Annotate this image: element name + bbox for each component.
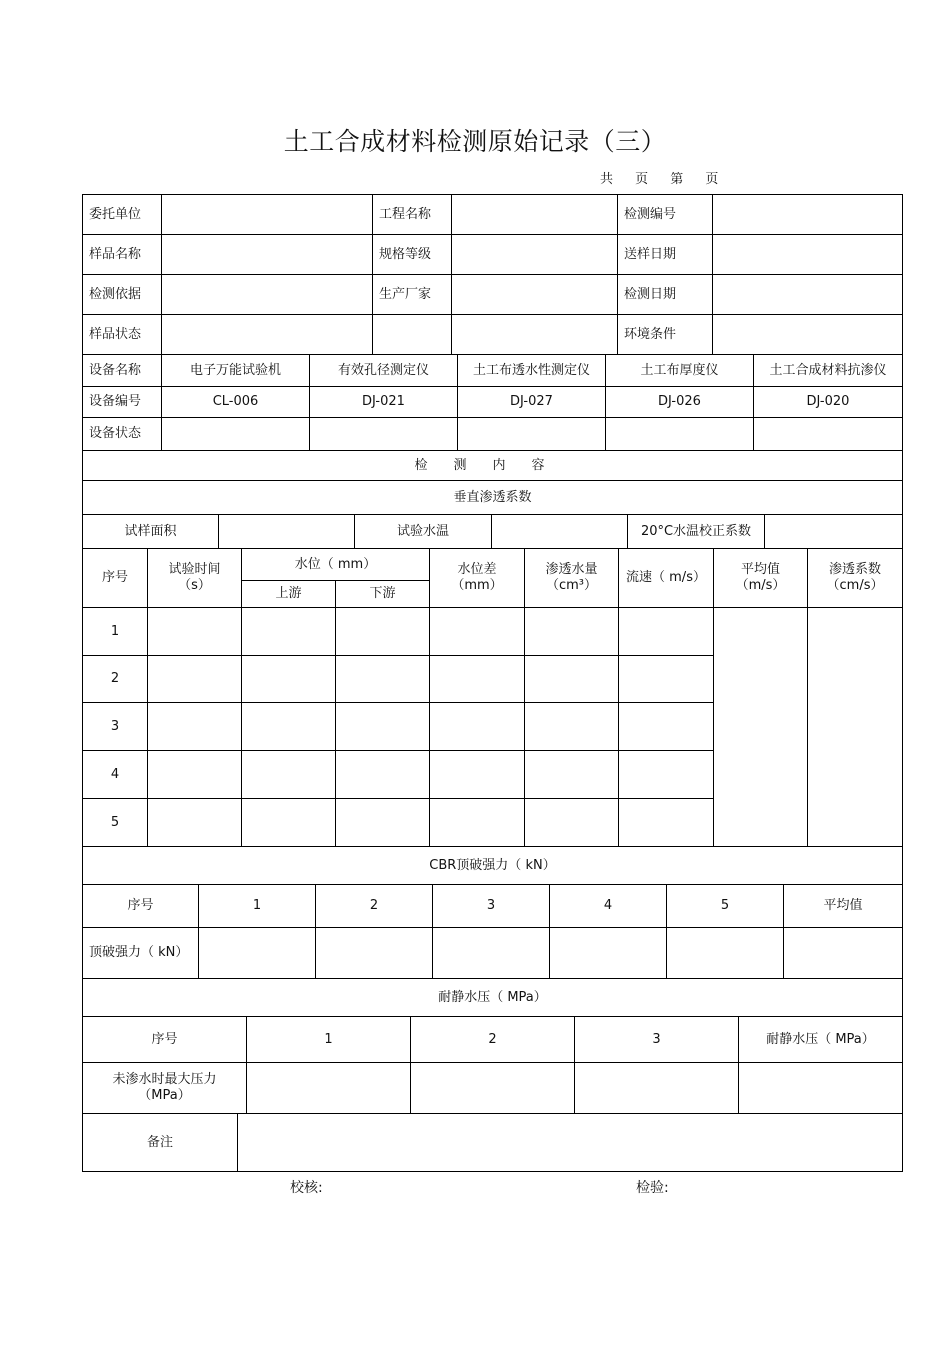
data-cell[interactable] — [619, 656, 714, 703]
data-cell[interactable] — [430, 703, 525, 751]
permeability-title: 垂直渗透系数 — [83, 481, 903, 515]
hydro-row-label-line1: 未渗水时最大压力 — [112, 1072, 217, 1088]
equipment-table — [82, 354, 903, 515]
data-cell[interactable] — [619, 799, 714, 847]
test-time-header — [148, 549, 242, 608]
sample-state-label: 样品状态 — [83, 315, 162, 355]
data-cell[interactable] — [430, 799, 525, 847]
sample-name-label: 样品名称 — [83, 235, 162, 275]
sample-name-value[interactable] — [162, 235, 373, 275]
cbr-value[interactable] — [316, 928, 433, 979]
page-counter: 共 页 第 页 — [600, 172, 719, 187]
equipment-state-value[interactable] — [754, 418, 903, 451]
manufacturer-value[interactable] — [452, 275, 618, 315]
data-cell[interactable] — [148, 799, 242, 847]
test-time-header-line2: （s） — [178, 578, 211, 593]
test-no-label: 检测编号 — [618, 195, 713, 235]
hydro-result-value[interactable] — [739, 1063, 903, 1114]
data-cell[interactable] — [336, 799, 430, 847]
hydro-col: 3 — [575, 1017, 739, 1063]
perm-coef-line2: （cm/s） — [826, 578, 884, 593]
data-cell[interactable] — [336, 656, 430, 703]
cbr-table — [82, 884, 903, 1017]
permeability-data-table — [82, 548, 903, 885]
cbr-row-label: 顶破强力（ kN） — [83, 928, 199, 979]
data-cell[interactable] — [148, 751, 242, 799]
upstream-header: 上游 — [242, 581, 336, 608]
remarks-label: 备注 — [83, 1114, 238, 1172]
data-cell[interactable] — [619, 608, 714, 656]
equipment-state-value[interactable] — [458, 418, 606, 451]
row-seq: 5 — [83, 799, 148, 847]
hydro-row-label — [83, 1063, 247, 1114]
equipment-state-value[interactable] — [162, 418, 310, 451]
env-value[interactable] — [713, 315, 903, 355]
temp-correction-label: 20°C水温校正系数 — [628, 515, 765, 549]
cbr-value[interactable] — [550, 928, 667, 979]
average-value[interactable] — [714, 608, 808, 847]
project-label: 工程名称 — [373, 195, 452, 235]
cbr-col: 5 — [667, 885, 784, 928]
seepage-volume-line1: 渗透水量 — [545, 562, 598, 578]
spec-label: 规格等级 — [373, 235, 452, 275]
project-value[interactable] — [452, 195, 618, 235]
temp-correction-value[interactable] — [765, 515, 903, 549]
row-seq: 3 — [83, 703, 148, 751]
water-temp-value[interactable] — [492, 515, 628, 549]
sample-area-value[interactable] — [219, 515, 355, 549]
hydro-value[interactable] — [411, 1063, 575, 1114]
hydro-seq-label: 序号 — [83, 1017, 247, 1063]
test-time-header-line1: 试验时间 — [168, 562, 221, 578]
downstream-header: 下游 — [336, 581, 430, 608]
data-cell[interactable] — [242, 608, 336, 656]
equipment-name: 土工布透水性测定仪 — [458, 355, 606, 387]
data-cell[interactable] — [336, 751, 430, 799]
perm-coef-line1: 渗透系数 — [828, 562, 881, 578]
data-cell[interactable] — [242, 751, 336, 799]
velocity-header: 流速（ m/s） — [619, 549, 714, 608]
hydro-title: 耐静水压（ MPa） — [83, 979, 903, 1017]
data-cell[interactable] — [430, 751, 525, 799]
equipment-name: 有效孔径测定仪 — [310, 355, 458, 387]
data-cell[interactable] — [619, 751, 714, 799]
data-cell[interactable] — [525, 703, 619, 751]
hydro-value[interactable] — [575, 1063, 739, 1114]
data-cell[interactable] — [242, 799, 336, 847]
test-date-label: 检测日期 — [618, 275, 713, 315]
review-signature-label: 校核: — [290, 1180, 323, 1196]
cbr-title: CBR顶破强力（ kN） — [83, 847, 903, 885]
equipment-code: DJ-020 — [754, 387, 903, 418]
average-line2: （m/s） — [735, 578, 786, 593]
data-cell[interactable] — [148, 608, 242, 656]
water-temp-label: 试验水温 — [355, 515, 492, 549]
data-cell[interactable] — [242, 703, 336, 751]
equipment-code: CL-006 — [162, 387, 310, 418]
data-cell[interactable] — [525, 656, 619, 703]
hydro-table — [82, 1016, 903, 1114]
equipment-code: DJ-027 — [458, 387, 606, 418]
data-cell[interactable] — [430, 656, 525, 703]
equipment-name: 电子万能试验机 — [162, 355, 310, 387]
test-basis-value[interactable] — [162, 275, 373, 315]
test-signature-label: 检验: — [636, 1180, 669, 1196]
data-cell[interactable] — [525, 608, 619, 656]
equipment-state-value[interactable] — [606, 418, 754, 451]
cbr-value[interactable] — [199, 928, 316, 979]
env-label: 环境条件 — [618, 315, 713, 355]
client-label: 委托单位 — [83, 195, 162, 235]
data-cell[interactable] — [525, 799, 619, 847]
page-title: 土工合成材料检测原始记录（三） — [283, 127, 667, 156]
manufacturer-label: 生产厂家 — [373, 275, 452, 315]
data-cell[interactable] — [430, 608, 525, 656]
equipment-code: DJ-021 — [310, 387, 458, 418]
cbr-col: 2 — [316, 885, 433, 928]
hydro-col: 2 — [411, 1017, 575, 1063]
seepage-volume-line2: （cm³） — [545, 578, 598, 593]
perm-coef-header — [808, 549, 903, 608]
delivery-date-label: 送样日期 — [618, 235, 713, 275]
cbr-col: 4 — [550, 885, 667, 928]
equipment-name: 土工布厚度仪 — [606, 355, 754, 387]
cbr-value[interactable] — [433, 928, 550, 979]
delivery-date-value[interactable] — [713, 235, 903, 275]
level-diff-header: 水位差 （mm） — [430, 549, 525, 608]
test-date-value[interactable] — [713, 275, 903, 315]
data-cell[interactable] — [336, 608, 430, 656]
cbr-value[interactable] — [667, 928, 784, 979]
header-info-table — [82, 194, 903, 355]
equipment-state-label: 设备状态 — [83, 418, 162, 451]
perm-coef-value[interactable] — [808, 608, 903, 847]
remarks-value[interactable] — [238, 1114, 903, 1172]
data-cell[interactable] — [619, 703, 714, 751]
cbr-seq-label: 序号 — [83, 885, 199, 928]
remarks-table — [82, 1113, 903, 1172]
row-seq: 4 — [83, 751, 148, 799]
equipment-code: DJ-026 — [606, 387, 754, 418]
sample-state-extra[interactable] — [373, 315, 452, 355]
average-line1: 平均值 — [740, 562, 780, 578]
seepage-volume-header — [525, 549, 619, 608]
equipment-no-label: 设备编号 — [83, 387, 162, 418]
sample-area-label: 试样面积 — [83, 515, 219, 549]
cbr-col: 1 — [199, 885, 316, 928]
hydro-value[interactable] — [247, 1063, 411, 1114]
data-cell[interactable] — [336, 703, 430, 751]
permeability-params-table — [82, 514, 903, 549]
test-no-value[interactable] — [713, 195, 903, 235]
section-test-content: 检测内容 — [83, 451, 903, 481]
row-seq: 1 — [83, 608, 148, 656]
equipment-name-label: 设备名称 — [83, 355, 162, 387]
cbr-col: 3 — [433, 885, 550, 928]
seq-header: 序号 — [83, 549, 148, 608]
sample-state-extra-2[interactable] — [452, 315, 618, 355]
hydro-col: 1 — [247, 1017, 411, 1063]
hydro-row-label-line2: （MPa） — [138, 1088, 191, 1103]
test-basis-label: 检测依据 — [83, 275, 162, 315]
water-level-header: 水位（ mm） — [242, 549, 430, 581]
record-sheet — [82, 194, 902, 1172]
sample-state-value[interactable] — [162, 315, 373, 355]
hydro-result-label: 耐静水压（ MPa） — [739, 1017, 903, 1063]
equipment-state-value[interactable] — [310, 418, 458, 451]
data-cell[interactable] — [148, 703, 242, 751]
cbr-avg-value[interactable] — [784, 928, 903, 979]
average-header — [714, 549, 808, 608]
spec-value[interactable] — [452, 235, 618, 275]
equipment-name: 土工合成材料抗渗仪 — [754, 355, 903, 387]
row-seq: 2 — [83, 656, 148, 703]
data-cell[interactable] — [148, 656, 242, 703]
data-cell[interactable] — [525, 751, 619, 799]
data-cell[interactable] — [242, 656, 336, 703]
cbr-avg-label: 平均值 — [784, 885, 903, 928]
client-value[interactable] — [162, 195, 373, 235]
